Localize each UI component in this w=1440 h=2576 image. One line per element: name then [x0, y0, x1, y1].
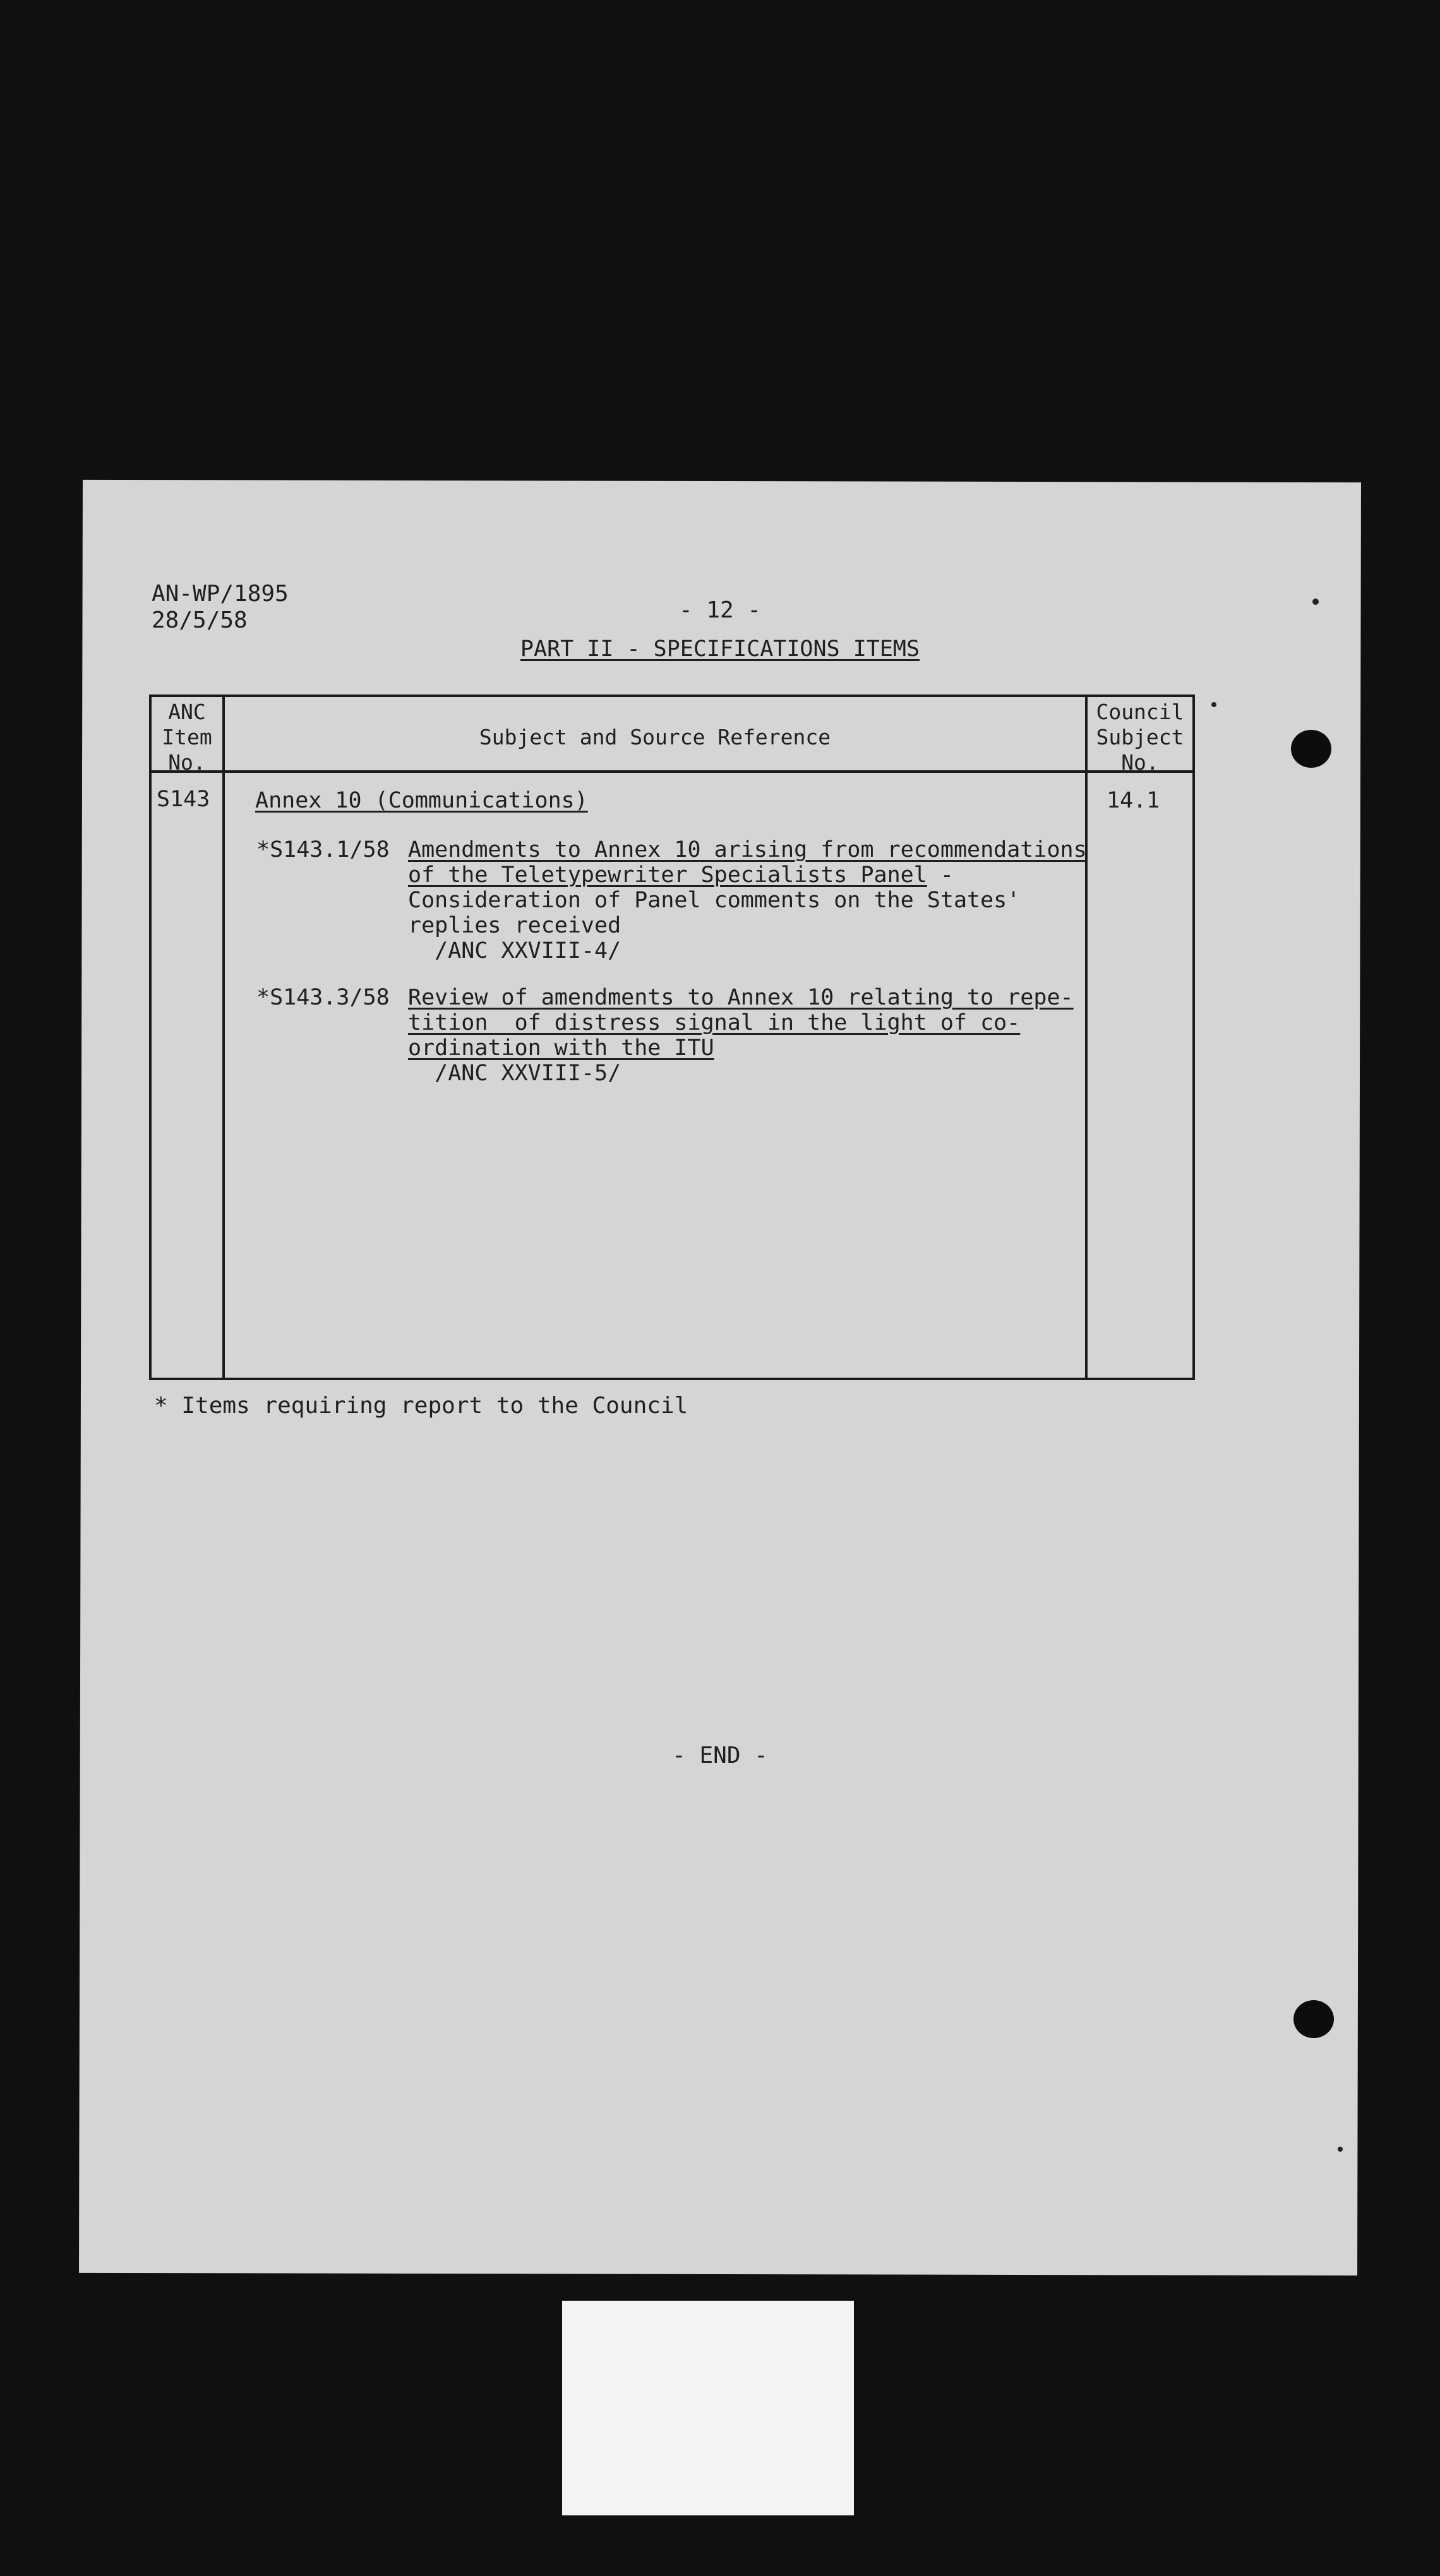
header-anc-item: ANC Item No.: [162, 700, 212, 775]
header-subject: Subject and Source Reference: [479, 725, 831, 749]
subject-title: Annex 10 (Communications): [255, 788, 588, 813]
column-divider: [1085, 697, 1088, 1378]
column-divider: [222, 697, 225, 1378]
reference-number: AN-WP/1895: [152, 581, 289, 607]
sub-item-description: Amendments to Annex 10 arising from recommendations of the Teletypewriter Specialists Panel - Consideration of Panel comments on the States' replies received /ANC XXVIII-4/: [408, 837, 1087, 963]
part-title: PART II - SPECIFICATIONS ITEMS: [520, 636, 920, 662]
reference-date: 28/5/58: [152, 607, 248, 633]
sub-item-code: *S143.1/58: [256, 837, 390, 862]
punch-hole: [1291, 730, 1331, 768]
council-number: 14.1: [1107, 788, 1160, 813]
source-reference: /ANC XXVIII-5/: [435, 1061, 621, 1086]
punch-hole: [1293, 2000, 1334, 2038]
header-divider: [152, 770, 1192, 773]
paper-speck: [1211, 702, 1216, 707]
end-mark: - END -: [672, 1743, 768, 1768]
paper-speck: [1338, 2147, 1343, 2152]
source-reference: /ANC XXVIII-4/: [435, 938, 621, 963]
sub-item-code: *S143.3/58: [256, 985, 390, 1010]
footnote: * Items requiring report to the Council: [154, 1393, 688, 1419]
blank-card: [562, 2301, 854, 2515]
item-number: S143: [157, 787, 210, 812]
sub-item-description: Review of amendments to Annex 10 relating to repe- tition of distress signal in the light of co- ordination with the ITU /ANC XXVIII-5/: [408, 985, 1074, 1086]
page-number: - 12 -: [678, 597, 762, 623]
items-table: [149, 695, 1195, 1380]
header-council-subject: Council Subject No.: [1096, 700, 1184, 775]
